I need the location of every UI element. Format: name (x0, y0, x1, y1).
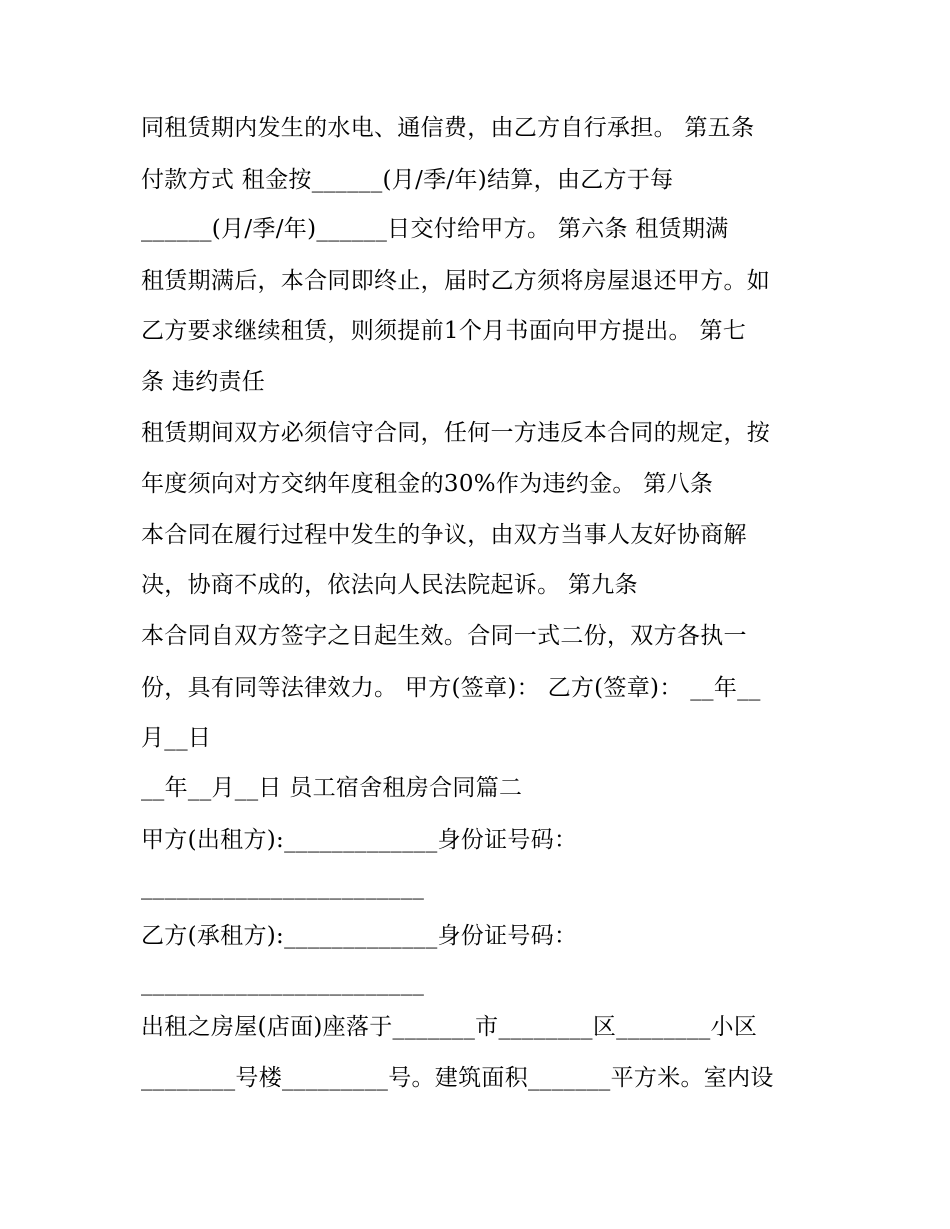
blank-line: ________________________ (141, 970, 425, 996)
text-line: 乙方要求继续租赁，则须提前1个月书面向甲方提出。 第七 (141, 318, 747, 344)
text-line: 份，具有同等法律效力。 甲方(签章)： 乙方(签章)： __年__ (141, 675, 761, 701)
text-line: 决，协商不成的，依法向人民法院起诉。 第九条 (141, 572, 638, 598)
text-line: 条 违约责任 (141, 369, 266, 395)
text-line: 本合同自双方签字之日起生效。合同一式二份，双方各执一 (141, 623, 747, 649)
text-line: ________号楼_________号。建筑面积_______平方米。室内设 (141, 1065, 774, 1091)
text-line: 付款方式 租金按______(月/季/年)结算，由乙方于每 (141, 167, 674, 193)
text-line: 出租之房屋(店面)座落于_______市________区________小区 (141, 1014, 758, 1040)
text-line: 同租赁期内发生的水电、通信费，由乙方自行承担。 第五条 (141, 115, 755, 141)
section-heading: __年__月__日 员工宿舍租房合同篇二 (141, 775, 523, 801)
text-line: 租赁期间双方必须信守合同，任何一方违反本合同的规定，按 (141, 420, 771, 446)
text-line: ______(月/季/年)______日交付给甲方。 第六条 租赁期满 (141, 216, 729, 242)
text-line: 甲方(出租方):_____________身份证号码： (141, 827, 578, 853)
text-line: 本合同在履行过程中发生的争议，由双方当事人友好协商解 (141, 522, 747, 548)
text-line: 乙方(承租方):_____________身份证号码： (141, 923, 578, 949)
blank-line: ________________________ (141, 874, 425, 900)
text-line: 月__日 (141, 725, 212, 751)
text-line: 租赁期满后，本合同即终止，届时乙方须将房屋退还甲方。如 (141, 268, 771, 294)
text-line: 年度须向对方交纳年度租金的30%作为违约金。 第八条 (141, 471, 714, 497)
